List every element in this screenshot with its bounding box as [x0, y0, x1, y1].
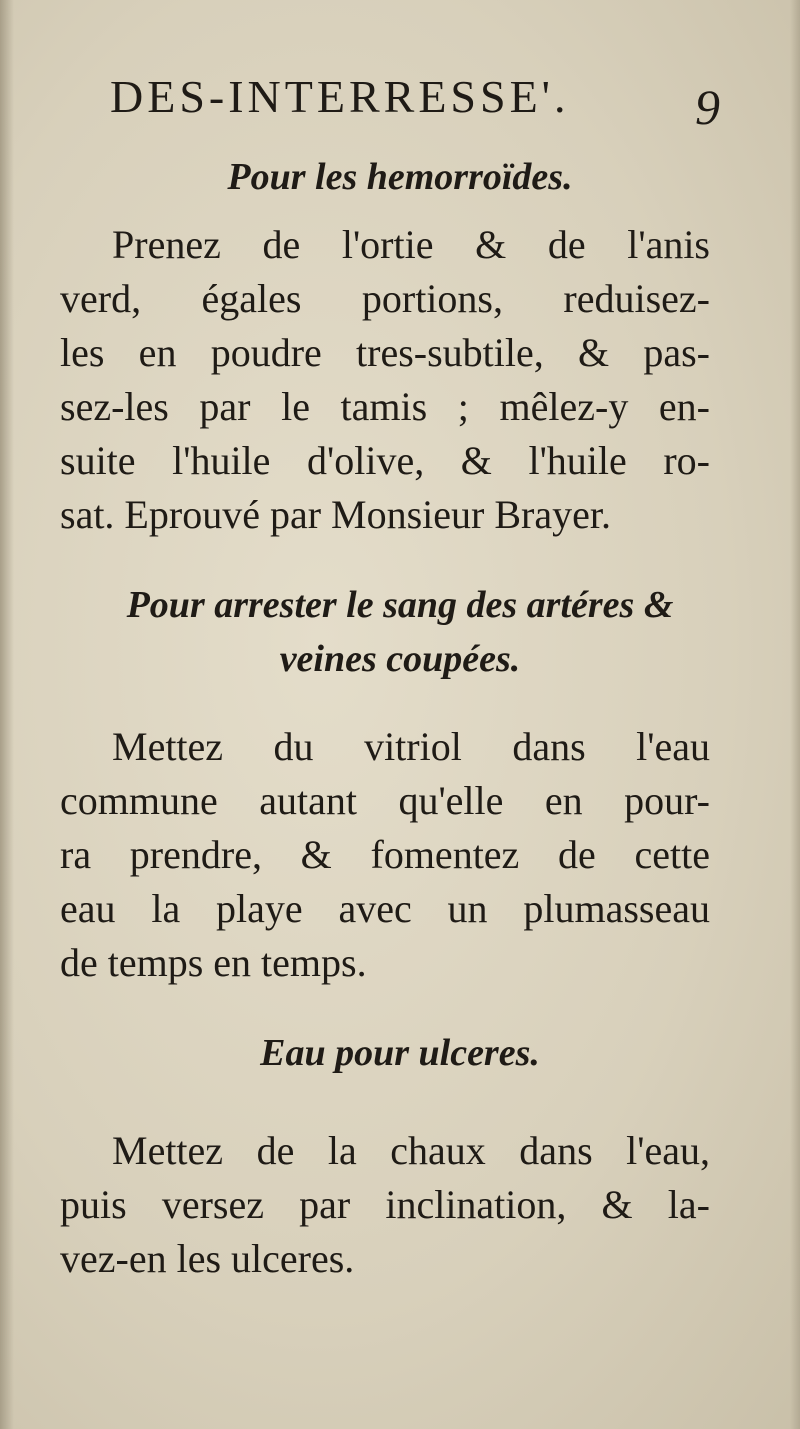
running-head: DES-INTERRESSE'. — [110, 71, 570, 122]
body-line: suite l'huile d'olive, & l'huile ro- — [60, 438, 710, 483]
page-edge-shadow-right — [790, 0, 800, 1429]
page-number: 9 — [695, 79, 720, 135]
body-line: de temps en temps. — [60, 940, 367, 985]
heading-line: Pour les hemorroïdes. — [227, 156, 573, 198]
body-line: Mettez du vitriol dans l'eau — [112, 724, 710, 769]
body-line: Prenez de l'ortie & de l'anis — [112, 222, 710, 267]
page-header — [110, 62, 720, 135]
section-body-eau-pour-ulceres — [60, 1124, 710, 1286]
body-line: les en poudre tres-subtile, & pas- — [60, 330, 710, 375]
body-line: puis versez par inclination, & la- — [60, 1182, 710, 1227]
body-line: eau la playe avec un plumasseau — [60, 886, 710, 931]
body-line: sez-les par le tamis ; mêlez-y en- — [60, 384, 710, 429]
body-line: ra prendre, & fomentez de cette — [60, 832, 710, 877]
heading-line: Pour arrester le sang des artéres & — [126, 584, 674, 626]
section-body-hemorroides — [60, 218, 710, 542]
section-heading-eau-pour-ulceres — [40, 1026, 760, 1080]
body-line: commune autant qu'elle en pour- — [60, 778, 710, 823]
body-line: Mettez de la chaux dans l'eau, — [112, 1128, 710, 1173]
heading-line: veines coupées. — [279, 638, 521, 680]
section-heading-hemorroides — [40, 150, 760, 204]
body-line: vez-en les ulceres. — [60, 1236, 355, 1281]
heading-line: Eau pour ulceres. — [260, 1032, 540, 1074]
body-line: verd, égales portions, reduisez- — [60, 276, 710, 321]
body-line: sat. Eprouvé par Monsieur Brayer. — [60, 492, 611, 537]
page-edge-shadow-left — [0, 0, 14, 1429]
section-heading-arrester-le-sang — [40, 578, 760, 686]
section-body-arrester-le-sang — [60, 720, 710, 990]
